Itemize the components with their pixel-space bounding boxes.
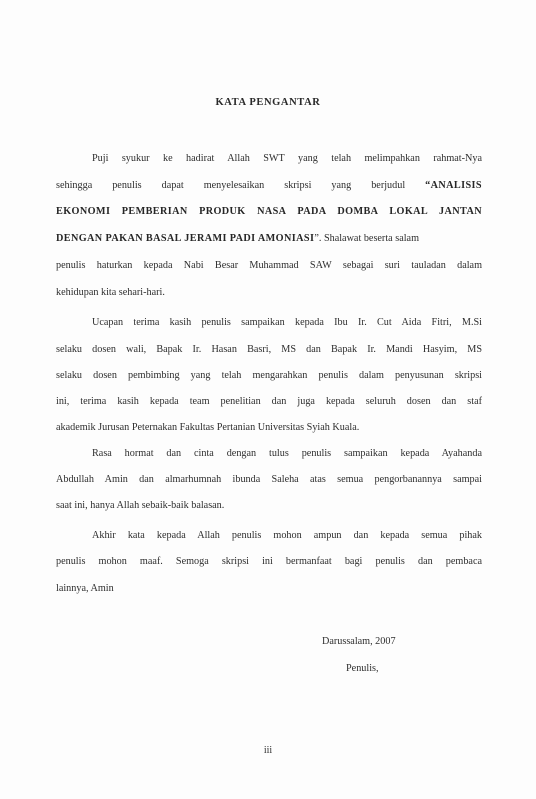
- paragraph-1-line-6: kehidupan kita sehari-hari.: [56, 287, 165, 298]
- page-number: iii: [263, 745, 273, 756]
- page-title: KATA PENGANTAR: [215, 97, 321, 108]
- thesis-title-line-2: EKONOMI PEMBERIAN PRODUK NASA PADA DOMBA LOKAL JANTAN: [56, 206, 482, 217]
- paragraph-2-line-1: Ucapan terima kasih penulis sampaikan kepada Ibu Ir. Cut Aida Fitri, M.Si: [92, 317, 482, 328]
- thesis-title-start: “ANALISIS: [425, 180, 482, 191]
- signature-place-date: Darussalam, 2007: [322, 636, 396, 647]
- paragraph-1-line-2-text: sehingga penulis dapat menyelesaikan skripsi yang berjudul: [56, 180, 426, 191]
- thesis-title-end: DENGAN PAKAN BASAL JERAMI PADI AMONIASI: [56, 233, 315, 244]
- paragraph-3-line-2: Abdullah Amin dan almarhumnah ibunda Saleha atas semua pengorbanannya sampai: [56, 474, 482, 485]
- paragraph-1-line-2: [56, 180, 482, 191]
- paragraph-1-line-4-text: ”. Shalawat beserta salam: [314, 233, 419, 244]
- paragraph-1-line-1: Puji syukur ke hadirat Allah SWT yang telah melimpahkan rahmat-Nya: [92, 153, 482, 164]
- paragraph-3-line-1: Rasa hormat dan cinta dengan tulus penulis sampaikan kepada Ayahanda: [92, 448, 482, 459]
- paragraph-4-line-3: lainnya, Amin: [56, 583, 114, 594]
- paragraph-4-line-2: penulis mohon maaf. Semoga skripsi ini bermanfaat bagi penulis dan pembaca: [56, 556, 482, 567]
- signature-author: Penulis,: [346, 663, 379, 674]
- paragraph-2-line-5: akademik Jurusan Peternakan Fakultas Pertanian Universitas Syiah Kuala.: [56, 422, 360, 433]
- paragraph-1-line-4: [56, 233, 419, 244]
- paragraph-2-line-4: ini, terima kasih kepada team penelitian dan juga kepada seluruh dosen dan staf: [56, 396, 482, 407]
- paragraph-2-line-2: selaku dosen wali, Bapak Ir. Hasan Basri, MS dan Bapak Ir. Mandi Hasyim, MS: [56, 344, 482, 355]
- paragraph-4-line-1: Akhir kata kepada Allah penulis mohon ampun dan kepada semua pihak: [92, 530, 482, 541]
- paragraph-1-line-5: penulis haturkan kepada Nabi Besar Muhammad SAW sebagai suri tauladan dalam: [56, 260, 482, 271]
- paragraph-2-line-3: selaku dosen pembimbing yang telah mengarahkan penulis dalam penyusunan skripsi: [56, 370, 482, 381]
- paragraph-3-line-3: saat ini, hanya Allah sebaik-baik balasan.: [56, 500, 225, 511]
